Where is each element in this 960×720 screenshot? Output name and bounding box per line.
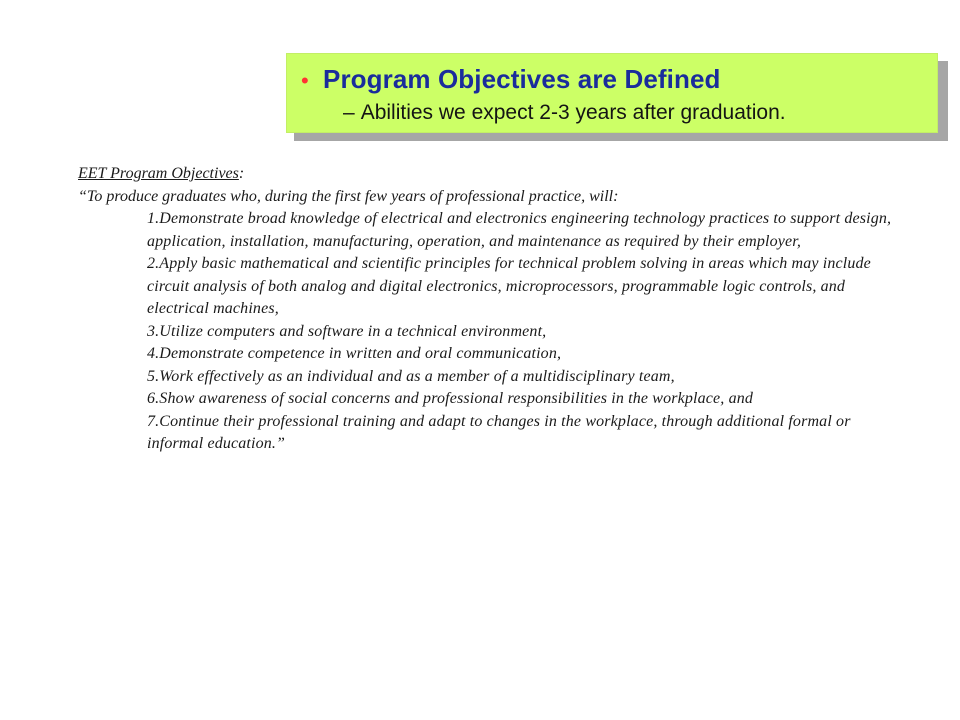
objective-item-5: 5.Work effectively as an individual and as a member of a multidisciplinary team,: [147, 367, 675, 385]
objective-item-4: 4.Demonstrate competence in written and oral communication,: [147, 345, 562, 362]
callout-box: [286, 53, 938, 133]
objective-item-3: 3.Utilize computers and software in a technical environment,: [147, 322, 547, 340]
callout-subtitle: Abilities we expect 2-3 years after graduation.: [360, 101, 786, 124]
objectives-intro: “To produce graduates who, during the first few years of professional practice, will:: [78, 187, 619, 205]
objectives-heading-title: EET Program Objectives: [78, 165, 239, 182]
objective-item-7: 7.Continue their professional training and adapt to changes in the workplace, through additional formal or informal education.”: [147, 412, 851, 452]
dash-icon: –: [343, 101, 355, 124]
objective-item-1: 1.Demonstrate broad knowledge of electrical and electronics engineering technology practices to support design, application, installation, manufacturing, operation, and maintenance as required by their employer,: [147, 210, 892, 250]
callout-bullet-row: [301, 64, 720, 95]
objectives-heading-colon: :: [238, 165, 245, 182]
objective-item-6: 6.Show awareness of social concerns and professional responsibilities in the workplace, and: [147, 390, 754, 407]
bullet-icon: •: [301, 68, 309, 93]
callout-title: Program Objectives are Defined: [323, 64, 721, 94]
objective-item-2: 2.Apply basic mathematical and scientific principles for technical problem solving in areas which may include circuit analysis of both analog and digital electronics, microprocessors, programmable logic controls, and electrical machines,: [147, 255, 871, 317]
callout-sub-row: [343, 101, 786, 125]
objectives-heading: [78, 163, 938, 186]
objectives-text: [78, 163, 938, 456]
